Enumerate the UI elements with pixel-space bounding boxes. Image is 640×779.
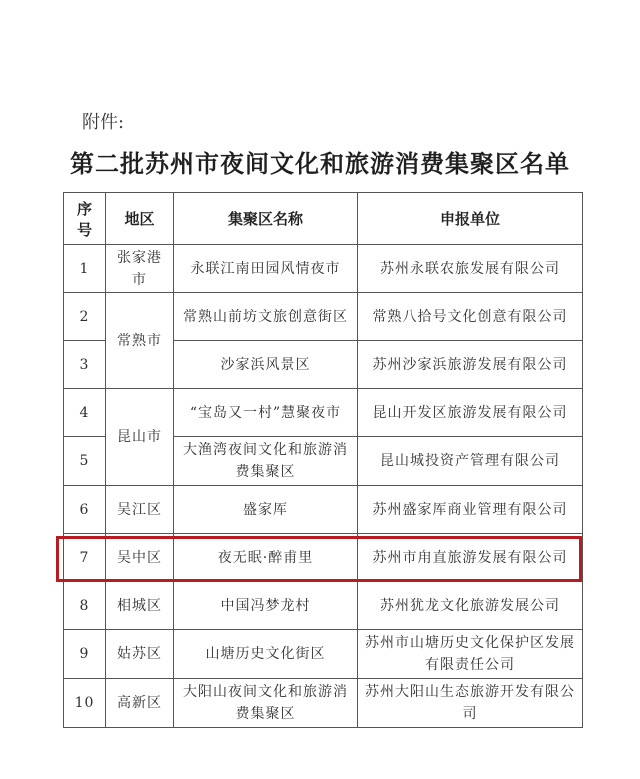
row-unit: 苏州犹龙文化旅游发展公司 — [358, 582, 583, 630]
table-header-row — [64, 193, 583, 245]
row-name: 沙家浜风景区 — [174, 341, 358, 389]
row-unit: 苏州沙家浜旅游发展有限公司 — [358, 341, 583, 389]
row-area: 张家港市 — [106, 245, 174, 293]
row-no: 3 — [64, 341, 106, 389]
row-no: 2 — [64, 293, 106, 341]
row-name: 大阳山夜间文化和旅游消费集聚区 — [174, 679, 358, 728]
attachment-label: 附件: — [82, 112, 125, 133]
row-name: 夜无眠·醉甫里 — [174, 534, 358, 582]
row-name: “宝岛又一村”慧聚夜市 — [174, 389, 358, 437]
row-name: 盛家厍 — [174, 486, 358, 534]
row-no: 6 — [64, 486, 106, 534]
row-name: 大渔湾夜间文化和旅游消费集聚区 — [174, 437, 358, 486]
table-row — [64, 679, 583, 728]
row-no: 10 — [64, 679, 106, 728]
row-no: 4 — [64, 389, 106, 437]
row-name: 常熟山前坊文旅创意街区 — [174, 293, 358, 341]
row-unit: 苏州市山塘历史文化保护区发展有限责任公司 — [358, 630, 583, 679]
row-no: 5 — [64, 437, 106, 486]
row-area: 常熟市 — [106, 293, 174, 389]
table-row — [64, 582, 583, 630]
row-area: 吴中区 — [106, 534, 174, 582]
row-unit: 常熟八拾号文化创意有限公司 — [358, 293, 583, 341]
row-unit: 苏州盛家厍商业管理有限公司 — [358, 486, 583, 534]
row-unit: 苏州大阳山生态旅游开发有限公司 — [358, 679, 583, 728]
row-area: 吴江区 — [106, 486, 174, 534]
row-no: 1 — [64, 245, 106, 293]
row-no: 9 — [64, 630, 106, 679]
row-area: 高新区 — [106, 679, 174, 728]
row-name: 永联江南田园风情夜市 — [174, 245, 358, 293]
header-area: 地区 — [106, 193, 174, 245]
table-row-highlighted — [64, 534, 583, 582]
list-table — [63, 192, 583, 728]
row-area: 相城区 — [106, 582, 174, 630]
table-row — [64, 486, 583, 534]
row-unit: 昆山开发区旅游发展有限公司 — [358, 389, 583, 437]
row-no: 8 — [64, 582, 106, 630]
row-no: 7 — [64, 534, 106, 582]
row-name: 山塘历史文化街区 — [174, 630, 358, 679]
row-area: 昆山市 — [106, 389, 174, 486]
table-row — [64, 293, 583, 341]
row-unit: 苏州市甪直旅游发展有限公司 — [358, 534, 583, 582]
document-title: 第二批苏州市夜间文化和旅游消费集聚区名单 — [70, 149, 570, 178]
row-unit: 苏州永联农旅发展有限公司 — [358, 245, 583, 293]
table-row — [64, 245, 583, 293]
table-row — [64, 389, 583, 437]
row-area: 姑苏区 — [106, 630, 174, 679]
header-unit: 申报单位 — [358, 193, 583, 245]
row-name: 中国冯梦龙村 — [174, 582, 358, 630]
table-row — [64, 630, 583, 679]
header-name: 集聚区名称 — [174, 193, 358, 245]
row-unit: 昆山城投资产管理有限公司 — [358, 437, 583, 486]
header-no: 序号 — [64, 193, 106, 245]
